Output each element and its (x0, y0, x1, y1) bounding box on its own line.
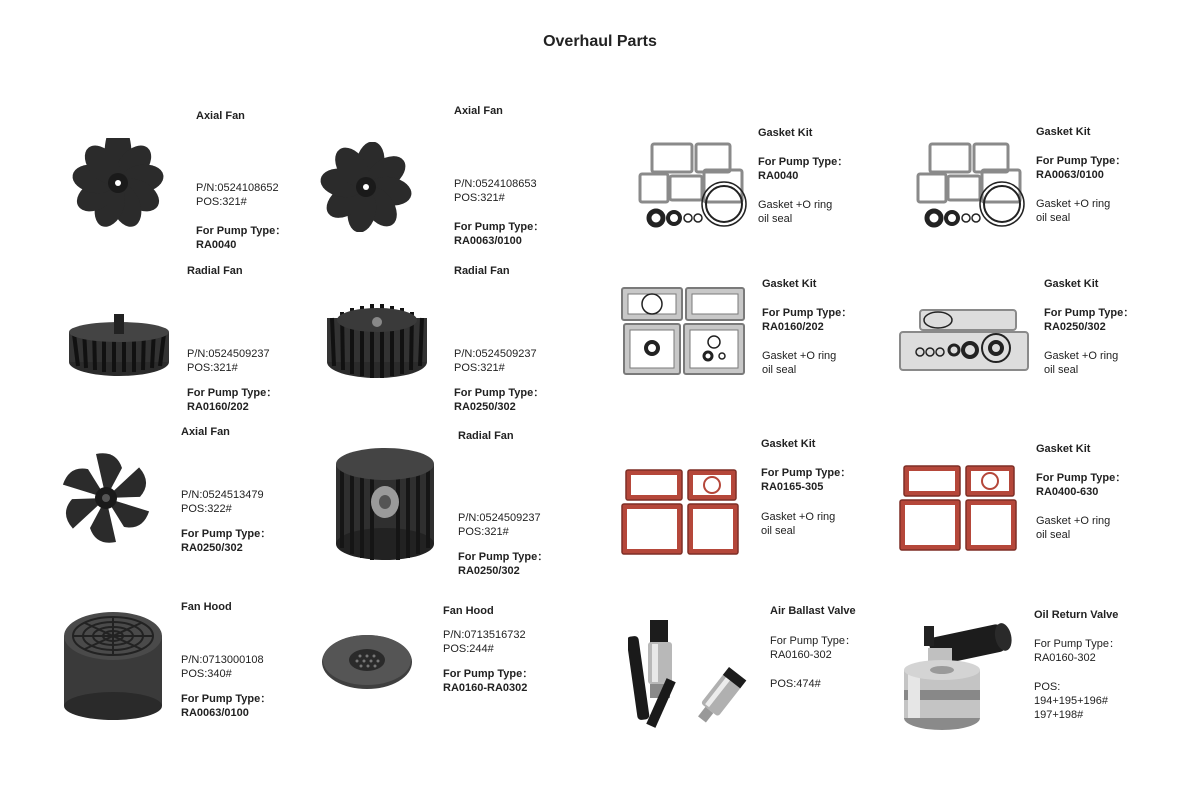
part-position: POS:321# (454, 192, 505, 204)
page-title: Overhaul Parts (543, 33, 657, 50)
part-position: POS:321# (196, 196, 247, 208)
pump-type-label: For Pump Type： (454, 387, 545, 399)
pump-type-label: For Pump Type： (181, 693, 272, 705)
pump-type-label: For Pump Type： (761, 467, 852, 479)
part-name: Gasket Kit (1036, 126, 1091, 138)
pump-type: RA0063/0100 (1036, 169, 1104, 181)
pump-type-label: For Pump Type： (762, 307, 853, 319)
part-name: Gasket Kit (758, 127, 813, 139)
part-description: Gasket +O ring (758, 199, 833, 211)
part-name: Oil Return Valve (1034, 609, 1119, 621)
part-position: POS:322# (181, 503, 232, 515)
part-description: oil seal (1036, 212, 1071, 224)
pump-type-label: For Pump Type： (758, 156, 849, 168)
part-name: Radial Fan (454, 265, 510, 277)
pump-type: RA0250/302 (181, 542, 243, 554)
radial-fan-image (330, 444, 440, 562)
part-description: oil seal (761, 525, 796, 537)
part-name: Gasket Kit (1044, 278, 1099, 290)
part-name: Gasket Kit (762, 278, 817, 290)
part-number: P/N:0524509237 (458, 512, 541, 524)
pump-type: RA0160-302 (770, 649, 832, 661)
part-description: Gasket +O ring (1036, 515, 1111, 527)
pump-type: RA0400-630 (1036, 486, 1099, 498)
oil-return-valve-image (900, 618, 1018, 734)
pump-type-label: For Pump Type： (187, 387, 278, 399)
part-name: Fan Hood (181, 601, 232, 613)
pump-type: RA0250/302 (458, 565, 520, 577)
axial-fan-image (68, 138, 168, 228)
part-position: 197+198# (1034, 709, 1084, 721)
part-number: P/N:0713000108 (181, 654, 264, 666)
gasket-kit-image (898, 462, 1020, 554)
part-name: Gasket Kit (1036, 443, 1091, 455)
part-name: Axial Fan (181, 426, 230, 438)
pump-type-label: For Pump Type： (770, 635, 856, 647)
part-position: POS:244# (443, 643, 494, 655)
part-description: Gasket +O ring (761, 511, 836, 523)
pump-type: RA0040 (196, 239, 237, 251)
part-name: Fan Hood (443, 605, 494, 617)
part-position: POS:321# (458, 526, 509, 538)
part-name: Axial Fan (454, 105, 503, 117)
fan-hood-image (58, 606, 168, 722)
pump-type: RA0250/302 (454, 401, 516, 413)
pump-type: RA0160-RA0302 (443, 682, 528, 694)
pump-type-label: For Pump Type： (1036, 155, 1127, 167)
part-number: P/N:0524509237 (187, 348, 270, 360)
part-position: 194+195+196# (1034, 695, 1109, 707)
part-position-label: POS: (1034, 681, 1061, 693)
pump-type-label: For Pump Type： (458, 551, 549, 563)
part-position: POS:321# (187, 362, 238, 374)
fan-hood-image (320, 630, 414, 690)
part-number: P/N:0713516732 (443, 629, 526, 641)
gasket-kit-image (914, 140, 1026, 240)
radial-fan-image (322, 300, 432, 382)
pump-type-label: For Pump Type： (1036, 472, 1127, 484)
gasket-kit-image (618, 284, 750, 380)
pump-type-label: For Pump Type： (181, 528, 272, 540)
gasket-kit-image (636, 140, 748, 240)
gasket-kit-image (620, 466, 742, 558)
part-description: oil seal (758, 213, 793, 225)
part-description: Gasket +O ring (1044, 350, 1119, 362)
pump-type: RA0040 (758, 170, 799, 182)
pump-type-label: For Pump Type： (454, 221, 545, 233)
part-name: Radial Fan (187, 265, 243, 277)
pump-type: RA0063/0100 (454, 235, 522, 247)
pump-type-label: For Pump Type： (196, 225, 287, 237)
pump-type: RA0160/202 (762, 321, 824, 333)
part-name: Axial Fan (196, 110, 245, 122)
pump-type: RA0063/0100 (181, 707, 249, 719)
air-ballast-valve-image (628, 618, 754, 734)
pump-type: RA0160/202 (187, 401, 249, 413)
part-position: POS:474# (770, 678, 821, 690)
pump-type-label: For Pump Type： (1034, 638, 1120, 650)
axial-fan-image (56, 448, 156, 548)
part-position: POS:321# (454, 362, 505, 374)
pump-type-label: For Pump Type： (443, 668, 534, 680)
part-number: P/N:0524108652 (196, 182, 279, 194)
part-name: Air Ballast Valve (770, 605, 856, 617)
part-description: oil seal (1044, 364, 1079, 376)
pump-type-label: For Pump Type： (1044, 307, 1135, 319)
radial-fan-image (64, 310, 174, 380)
part-description: Gasket +O ring (1036, 198, 1111, 210)
part-number: P/N:0524509237 (454, 348, 537, 360)
axial-fan-image (316, 142, 416, 232)
part-description: oil seal (1036, 529, 1071, 541)
pump-type: RA0250/302 (1044, 321, 1106, 333)
gasket-kit-image (896, 306, 1032, 376)
part-description: oil seal (762, 364, 797, 376)
pump-type: RA0165-305 (761, 481, 824, 493)
part-number: P/N:0524513479 (181, 489, 264, 501)
part-number: P/N:0524108653 (454, 178, 537, 190)
part-name: Gasket Kit (761, 438, 816, 450)
part-description: Gasket +O ring (762, 350, 837, 362)
pump-type: RA0160-302 (1034, 652, 1096, 664)
part-name: Radial Fan (458, 430, 514, 442)
part-position: POS:340# (181, 668, 232, 680)
